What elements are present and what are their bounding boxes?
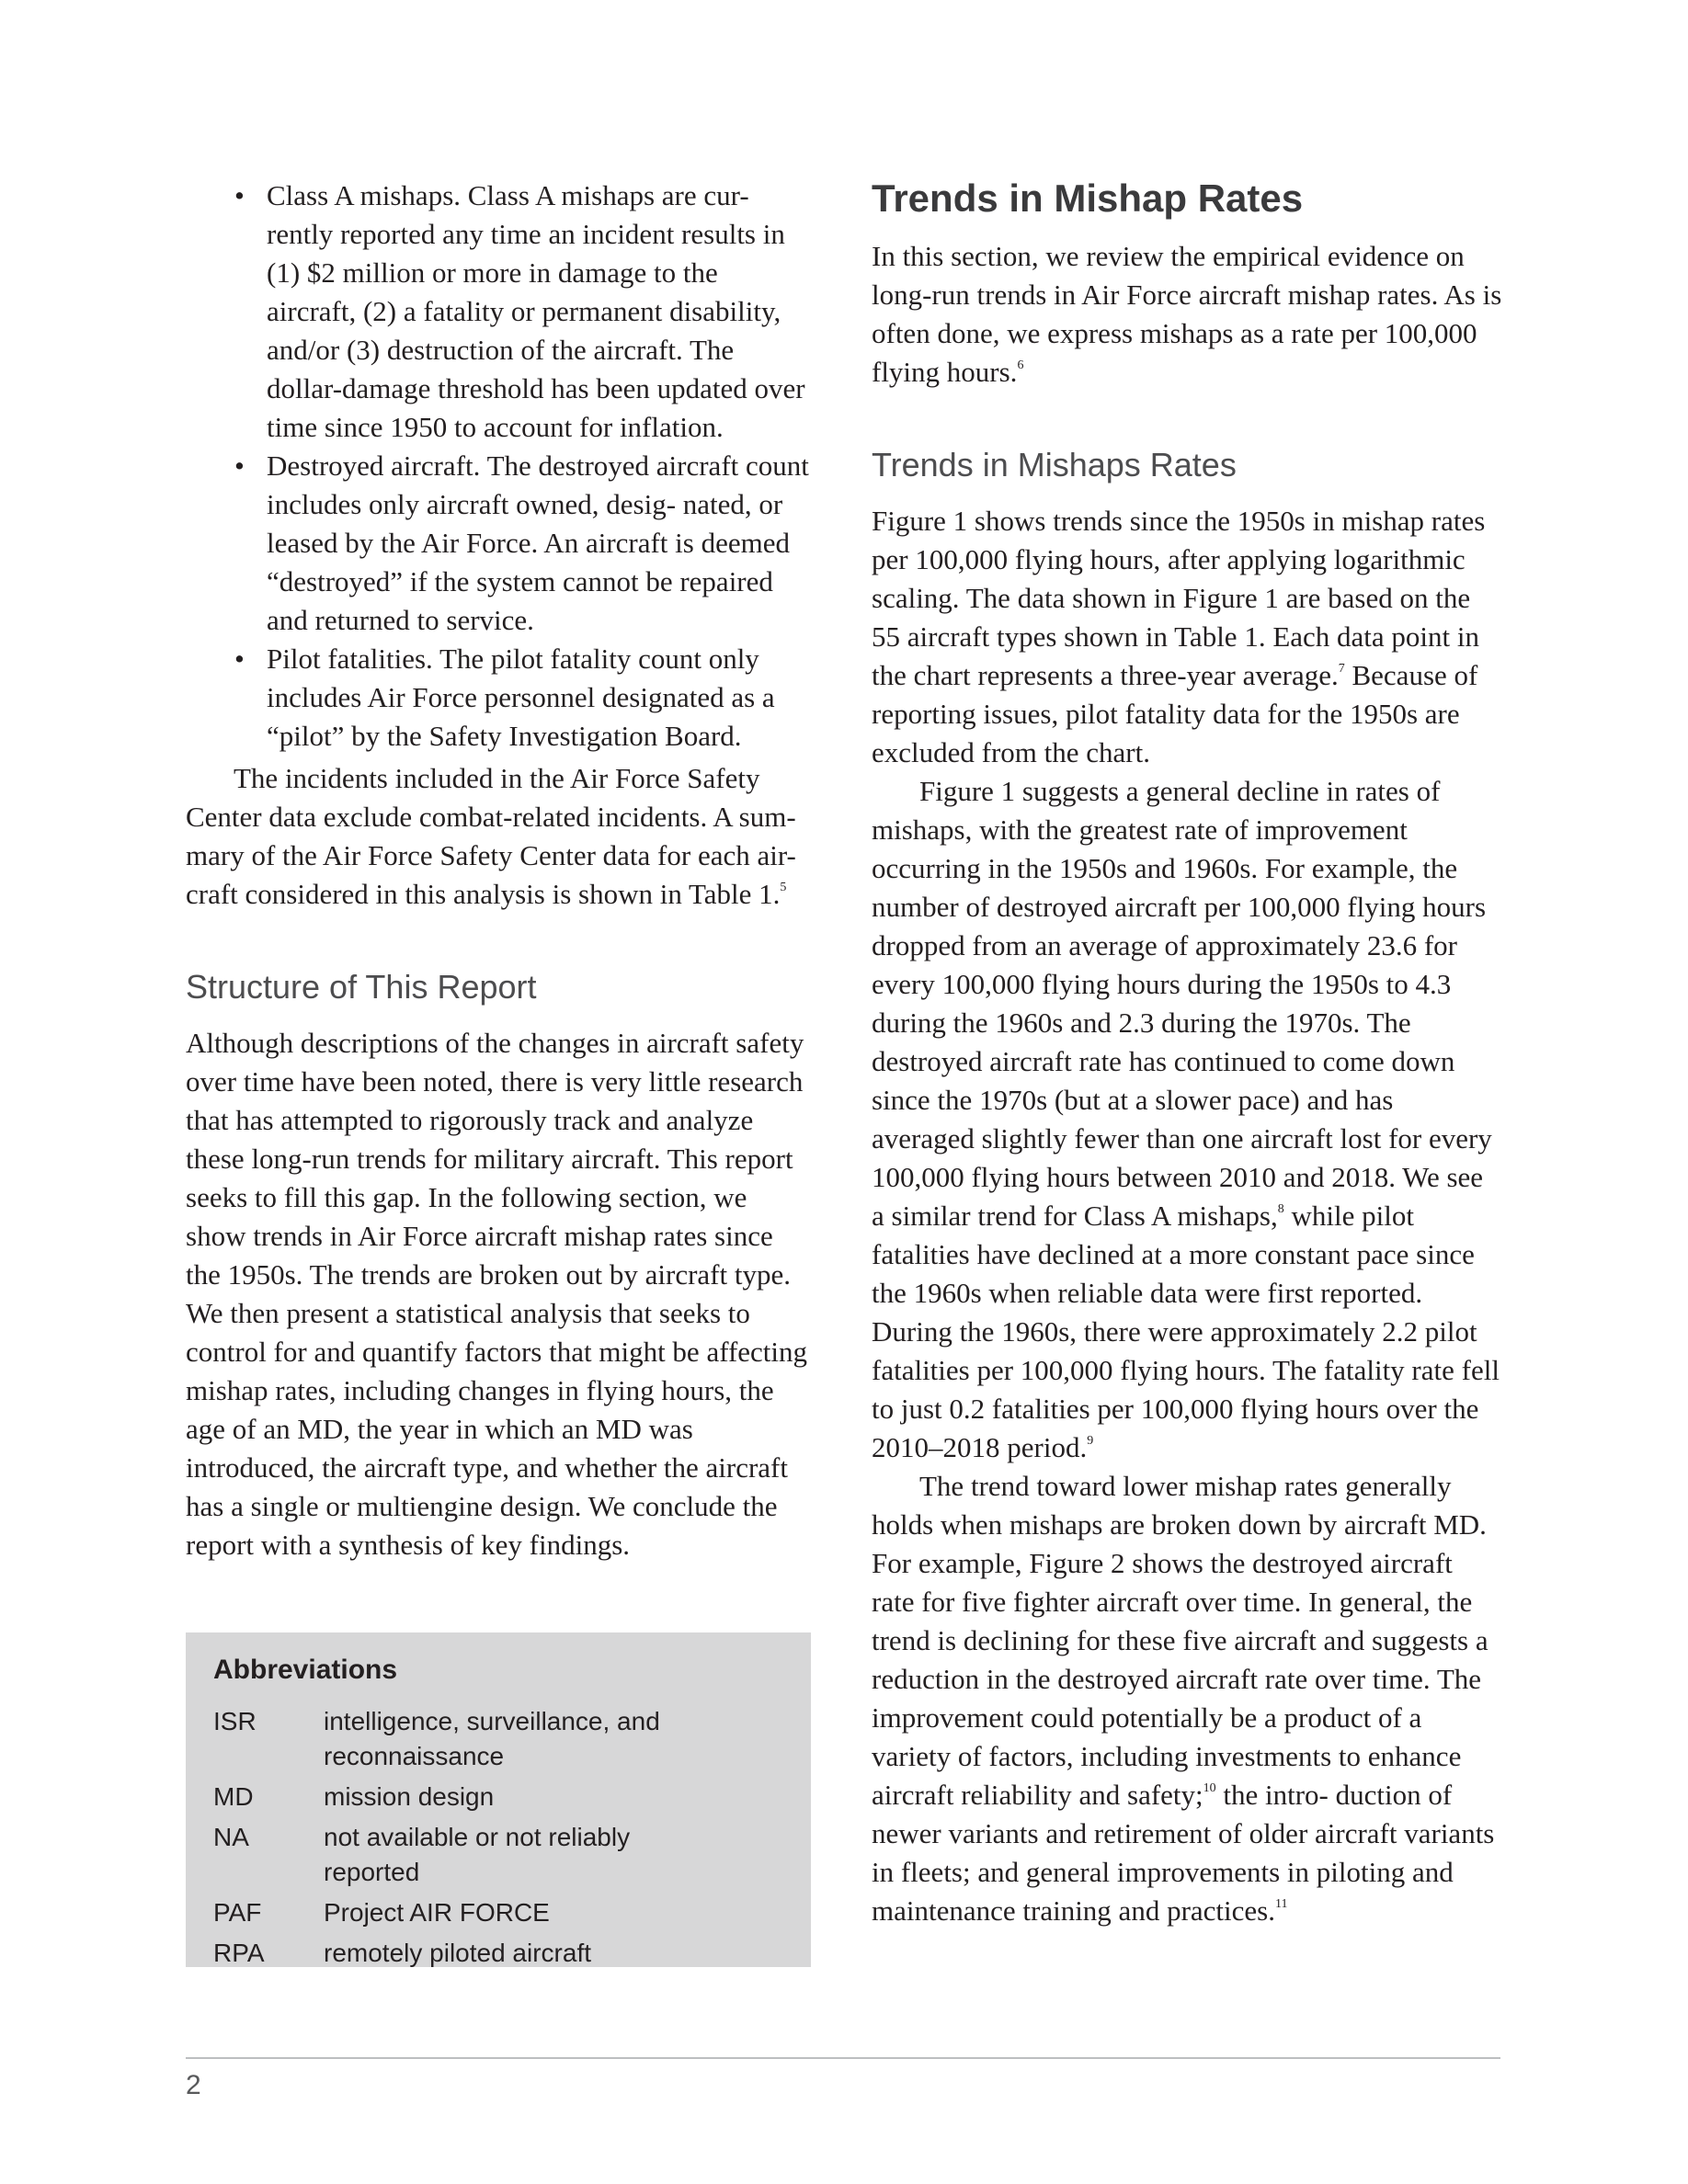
abbreviation-meaning: remotely piloted aircraft (324, 1939, 592, 1967)
bullet-icon: • (234, 643, 245, 675)
subsection-heading: Trends in Mishaps Rates (872, 446, 1237, 483)
table-row (213, 1704, 728, 1780)
abbreviations-box (186, 1632, 811, 1967)
intro-paragraph: In this section, we review the empirical evidence on long-run trends in Air Force aircraft mishap rates. As is often done, we express mishaps as a rate per 100,000 flying hours.$^6$ (872, 240, 1502, 388)
list-item (186, 176, 813, 447)
structure-paragraph: Although descriptions of the changes in aircraft safety over time have been noted, there is very little research that has attempted to rigorously track and analyze these long-run trends for military aircraft. This report seeks to fill this gap. In the following section, we show trends in Air Force aircraft mishap rates since the 1950s. The trends are broken out by aircraft type. We then present a statistical analysis that seeks to control for and quantify factors that might be affecting mishap rates, including changes in flying hours, the age of an MD, the year in which an MD was introduced, the aircraft type, and whether the aircraft has a single or multiengine design. We conclude the report with a synthesis of key findings. (186, 1027, 808, 1561)
footnote-ref[interactable]: 10 (1203, 1781, 1216, 1795)
section-heading: Trends in Mishap Rates (872, 176, 1304, 220)
footnote-ref[interactable]: 8 (1277, 1202, 1284, 1216)
list-item (186, 640, 813, 756)
body-paragraph: Figure 1 suggests a general decline in rates of mishaps, with the greatest rate of improvement occurring in the 1950s and 1960s. For example, the number of destroyed aircraft per 100,000 flying hours dropped from an average of approximately 23.6 for every 100,000 flying hours during the 1950s to 4.3 during the 1960s and 2.3 during the 1970s. The destroyed aircraft rate has continued to come down since the 1970s (but at a slower pace) and has averaged slightly fewer than one aircraft lost for every 100,000 flying hours between 2010 and 2018. We see a similar trend for Class A mishaps,$^8$ while pilot fatalities have declined at a more constant pace since the 1960s when reliable data were first reported. During the 1960s, there were approximately 2.2 pilot fatalities per 100,000 flying hours. The fatality rate fell to just 0.2 fatalities per 100,000 flying hours over the 2010–2018 period.$^9$ (872, 775, 1500, 1463)
right-column (872, 176, 1502, 1930)
abbreviation-meaning: mission design (324, 1782, 495, 1811)
left-column (186, 176, 813, 1564)
footer-divider (186, 2057, 1500, 2059)
abbreviation-code: NA (213, 1823, 249, 1851)
footnote-ref[interactable]: 6 (1017, 358, 1024, 372)
abbreviation-code: MD (213, 1782, 254, 1811)
bullet-icon: • (234, 179, 245, 211)
table-row (213, 1780, 728, 1820)
list-item-text: Pilot fatalities. The pilot fatality count only includes Air Force personnel designated as a “pilot” by the Safety Investigation Board. (267, 643, 775, 752)
abbreviation-code: PAF (213, 1898, 262, 1927)
abbreviation-code: ISR (213, 1707, 257, 1735)
abbreviations-table (213, 1704, 728, 1976)
abbreviation-code: RPA (213, 1939, 265, 1967)
list-item-text: Class A mishaps. Class A mishaps are cur- rently reported any time an incident results in (1) $2 million or more in damage to the aircraft, (2) a fatality or permanent disability, and/or (3) destruction of the aircraft. The dollar-damage threshold has been updated over time since 1950 to account for inflation. (267, 179, 805, 443)
footnote-ref[interactable]: 7 (1338, 662, 1345, 676)
abbreviation-meaning: Project AIR FORCE (324, 1898, 550, 1927)
incidents-paragraph: The incidents included in the Air Force Safety Center data exclude combat-related incidents. A sum- mary of the Air Force Safety Center data for each air- craft considered in this analysis is shown in Table 1.$^5$ (186, 762, 796, 910)
bullet-icon: • (234, 449, 245, 482)
structure-heading: Structure of This Report (186, 968, 537, 1006)
body-paragraph: Figure 1 shows trends since the 1950s in mishap rates per 100,000 flying hours, after applying logarithmic scaling. The data shown in Figure 1 are based on the 55 aircraft types shown in Table 1. Each data point in the chart represents a three-year average.$^7$ Because of reporting issues, pilot fatality data for the 1950s are excluded from the chart. (872, 505, 1486, 768)
footnote-ref[interactable]: 9 (1087, 1434, 1094, 1448)
table-row (213, 1936, 728, 1976)
footnote-ref[interactable]: 11 (1274, 1897, 1288, 1911)
mishap-definitions-list (186, 176, 813, 756)
abbreviations-title: Abbreviations (213, 1655, 398, 1685)
page-number: 2 (186, 2070, 201, 2100)
abbreviation-meaning: not available or not reliably reported (324, 1823, 631, 1886)
abbreviation-meaning: intelligence, surveillance, and reconnaissance (324, 1707, 660, 1770)
list-item (186, 447, 813, 640)
body-paragraph: The trend toward lower mishap rates generally holds when mishaps are broken down by aircraft MD. For example, Figure 2 shows the destroyed aircraft rate for five fighter aircraft over time. In general, the trend is declining for these five aircraft and suggests a reduction in the destroyed aircraft rate over time. The improvement could potentially be a product of a variety of factors, including investments to enhance aircraft reliability and safety;$^{10}$ the intro- duction of newer variants and retirement of older aircraft variants in fleets; and general improvements in piloting and maintenance training and practices.$^{11}$ (872, 1470, 1495, 1927)
table-row (213, 1895, 728, 1936)
footnote-ref[interactable]: 5 (780, 881, 787, 894)
table-row (213, 1820, 728, 1895)
list-item-text: Destroyed aircraft. The destroyed aircraft count includes only aircraft owned, desig- nated, or leased by the Air Force. An aircraft is deemed “destroyed” if the system cannot be repaired and returned to service. (267, 449, 809, 636)
